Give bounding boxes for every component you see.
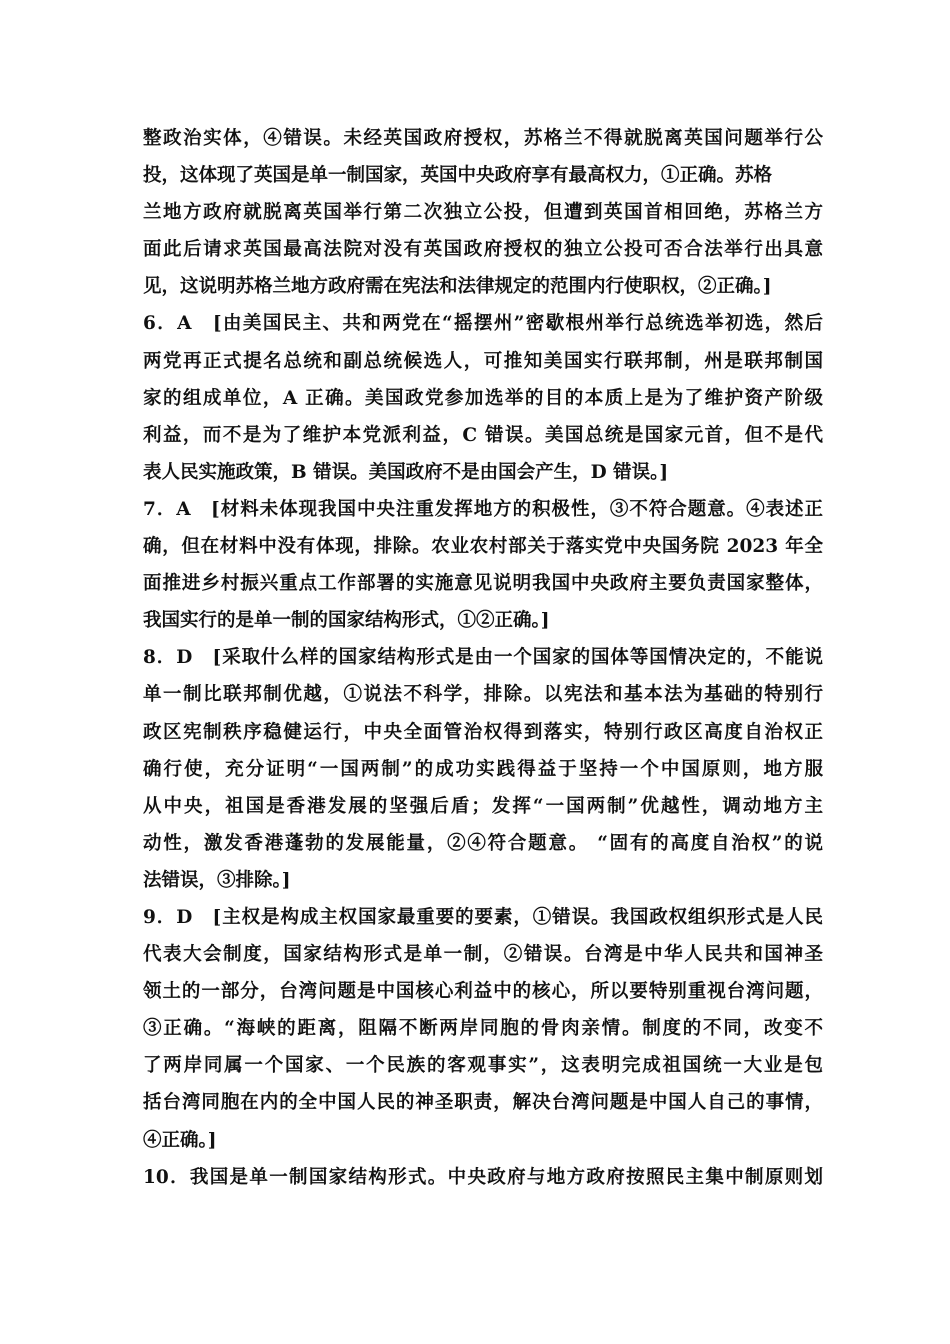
text-line: 确，但在材料中没有体现，排除。农业农村部关于落实党中央国务院 2023 年全	[143, 536, 823, 558]
text-line: 单一制比联邦制优越，①说法不科学，排除。以宪法和基本法为基础的特别行	[143, 684, 823, 706]
text-line: 利益，而不是为了维护本党派利益，C 错误。美国总统是国家元首，但不是代	[143, 424, 823, 446]
text-line: 整政治实体，④错误。未经英国政府授权，苏格兰不得就脱离英国问题举行公	[143, 128, 823, 149]
text-line: 法错误，③排除。]	[143, 869, 291, 891]
text-line: 了两岸同属一个国家、一个民族的客观事实”，这表明完成祖国统一大业是包	[143, 1055, 823, 1077]
answer-10-line: 10．我国是单一制国家结构形式。中央政府与地方政府按照民主集中制原则划	[143, 1166, 823, 1188]
text-line: 代表大会制度，国家结构形式是单一制，②错误。台湾是中华人民共和国神圣	[143, 944, 823, 966]
text-line: 动性，激发香港蓬勃的发展能量，②④符合题意。 “固有的高度自治权”的说	[143, 832, 823, 854]
answer-9-line: 9．D [主权是构成主权国家最重要的要素，①错误。我国政权组织形式是人民	[143, 906, 823, 928]
text-line: 确行使，充分证明“一国两制”的成功实践得益于坚持一个中国原则，地方服	[143, 758, 823, 780]
text-line: 表人民实施政策，B 错误。美国政府不是由国会产生，D 错误。]	[143, 461, 669, 483]
text-line: 家的组成单位，A 正确。美国政党参加选举的目的本质上是为了维护资产阶级	[143, 387, 823, 409]
answer-7-line: 7．A [材料未体现我国中央注重发挥地方的积极性，③不符合题意。④表述正	[143, 498, 823, 520]
text-line: 见，这说明苏格兰地方政府需在宪法和法律规定的范围内行使职权，②正确。]	[143, 276, 772, 298]
text-line: 我国实行的是单一制的国家结构形式，①②正确。]	[143, 610, 550, 632]
answer-text-block	[143, 120, 823, 1196]
text-line: 领土的一部分，台湾问题是中国核心利益中的核心，所以要特别重视台湾问题，	[143, 981, 823, 1003]
text-line: 投，这体现了英国是单一制国家，英国中央政府享有最高权力，①正确。苏格	[143, 165, 773, 187]
text-line: ④正确。]	[143, 1129, 217, 1151]
answer-6-line: 6．A [由美国民主、共和两党在“摇摆州”密歇根州举行总统选举初选，然后	[143, 313, 823, 335]
text-line: 政区宪制秩序稳健运行，中央全面管治权得到落实，特别行政区高度自治权正	[143, 721, 823, 743]
text-line: ③正确。“海峡的距离，阻隔不断两岸同胞的骨肉亲情。制度的不同，改变不	[143, 1018, 823, 1040]
text-line: 从中央，祖国是香港发展的坚强后盾；发挥“一国两制”优越性，调动地方主	[143, 795, 823, 817]
text-line: 两党再正式提名总统和副总统候选人，可推知美国实行联邦制，州是联邦制国	[143, 350, 823, 372]
text-line: 面推进乡村振兴重点工作部署的实施意见说明我国中央政府主要负责国家整体，	[143, 573, 823, 595]
answer-8-line: 8．D [采取什么样的国家结构形式是由一个国家的国体等国情决定的，不能说	[143, 647, 823, 669]
text-line: 括台湾同胞在内的全中国人民的神圣职责，解决台湾问题是中国人自己的事情，	[143, 1092, 823, 1114]
text-line: 面此后请求英国最高法院对没有英国政府授权的独立公投可否合法举行出具意	[143, 239, 823, 261]
text-line: 兰地方政府就脱离英国举行第二次独立公投，但遭到英国首相回绝，苏格兰方	[143, 202, 823, 224]
